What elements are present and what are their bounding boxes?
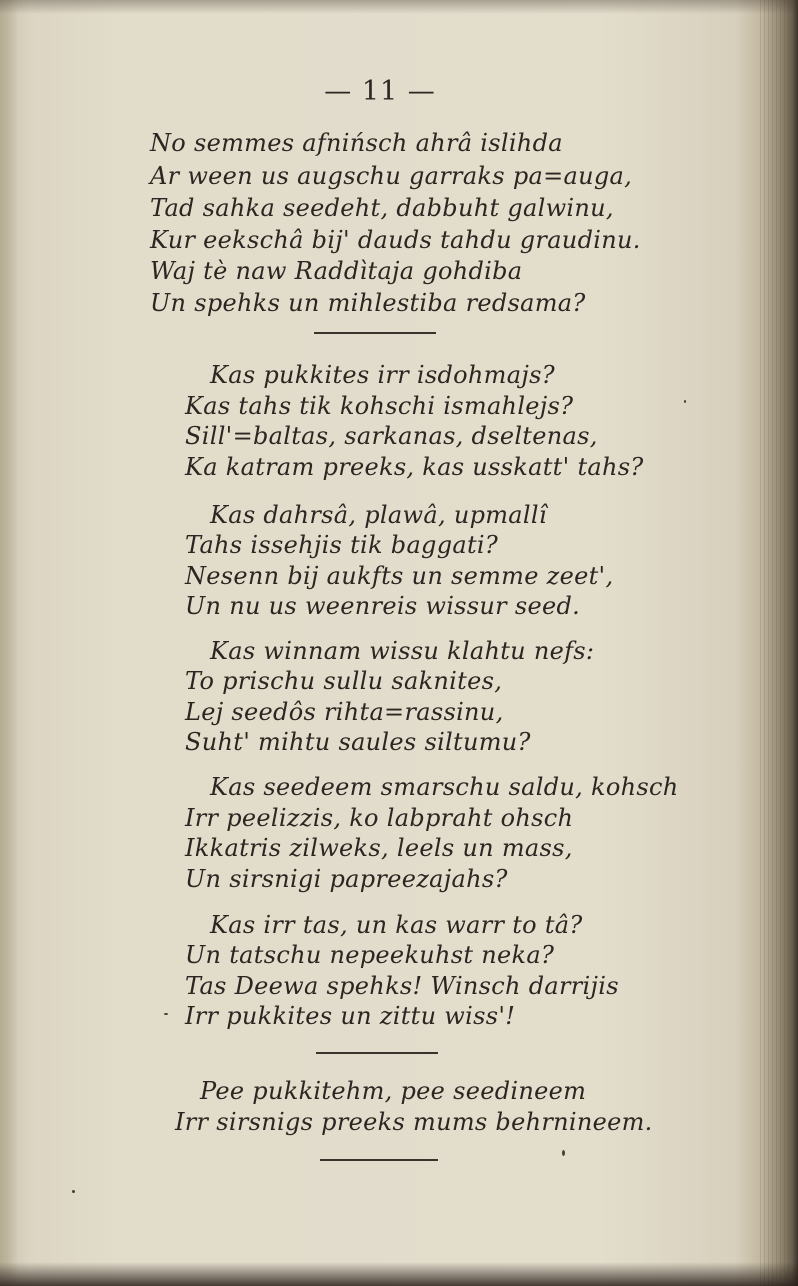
poem-line: Un tatschu nepeekuhst neka? — [185, 941, 555, 969]
poem-line: Kur eekschâ bij' dauds tahdu graudinu. — [150, 226, 641, 254]
paper-speck — [562, 1150, 565, 1156]
poem-line: Ar ween us augschu garraks pa=auga, — [150, 162, 633, 190]
poem-line: Kas pukkites irr isdohmajs? — [210, 361, 555, 389]
page-top-shadow — [0, 0, 798, 14]
poem-line: Un nu us weenreis wissur seed. — [185, 592, 581, 620]
section-divider — [316, 1052, 438, 1054]
poem-line: Tad sahka seedeht, dabbuht galwinu, — [150, 194, 614, 222]
section-divider — [320, 1159, 438, 1161]
poem-line: No semmes afnińsch ahrâ islihda — [150, 129, 563, 157]
poem-line: Sill'=baltas, sarkanas, dseltenas, — [185, 422, 598, 450]
poem-line: Irr sirsnigs preeks mums behrnineem. — [175, 1108, 653, 1136]
page-left-edge-shadow — [0, 0, 18, 1286]
poem-line: Un sirsnigi papreezajahs? — [185, 865, 508, 893]
section-divider — [314, 332, 436, 334]
poem-line: Lej seedôs rihta=rassinu, — [185, 698, 504, 726]
poem-line: Ikkatris zilweks, leels un mass, — [185, 834, 573, 862]
poem-line: Un spehks un mihlestiba redsama? — [150, 289, 586, 317]
poem-line: Suht' mihtu saules siltumu? — [185, 728, 531, 756]
poem-line: Tas Deewa spehks! Winsch darrijis — [185, 972, 619, 1000]
poem-line: Kas tahs tik kohschi ismahlejs? — [185, 392, 574, 420]
poem-line: Irr peelizzis, ko labpraht ohsch — [185, 804, 574, 832]
poem-line: Irr pukkites un zittu wiss'! — [185, 1002, 516, 1030]
poem-line: To prischu sullu saknites, — [185, 667, 503, 695]
paper-speck — [164, 1013, 168, 1015]
page-number: — 11 — — [324, 76, 436, 107]
poem-line: Kas seedeem smarschu saldu, kohsch — [210, 773, 679, 801]
poem-line: Pee pukkitehm, pee seedineem — [200, 1077, 587, 1105]
poem-line: Kas winnam wissu klahtu nefs: — [210, 637, 595, 665]
paper-speck — [684, 400, 686, 403]
poem-line: Waj tè naw Raddìtaja gohdiba — [150, 257, 523, 285]
page-bottom-shadow — [0, 1262, 798, 1286]
poem-line: Kas irr tas, un kas warr to tâ? — [210, 911, 583, 939]
paper-speck — [72, 1190, 75, 1193]
poem-line: Kas dahrsâ, plawâ, upmallî — [210, 501, 547, 529]
poem-line: Nesenn bij aukfts un semme zeet', — [185, 562, 614, 590]
poem-line: Tahs issehjis tik baggati? — [185, 531, 499, 559]
page-stack-edge — [760, 0, 790, 1286]
poem-line: Ka katram preeks, kas usskatt' tahs? — [185, 453, 644, 481]
